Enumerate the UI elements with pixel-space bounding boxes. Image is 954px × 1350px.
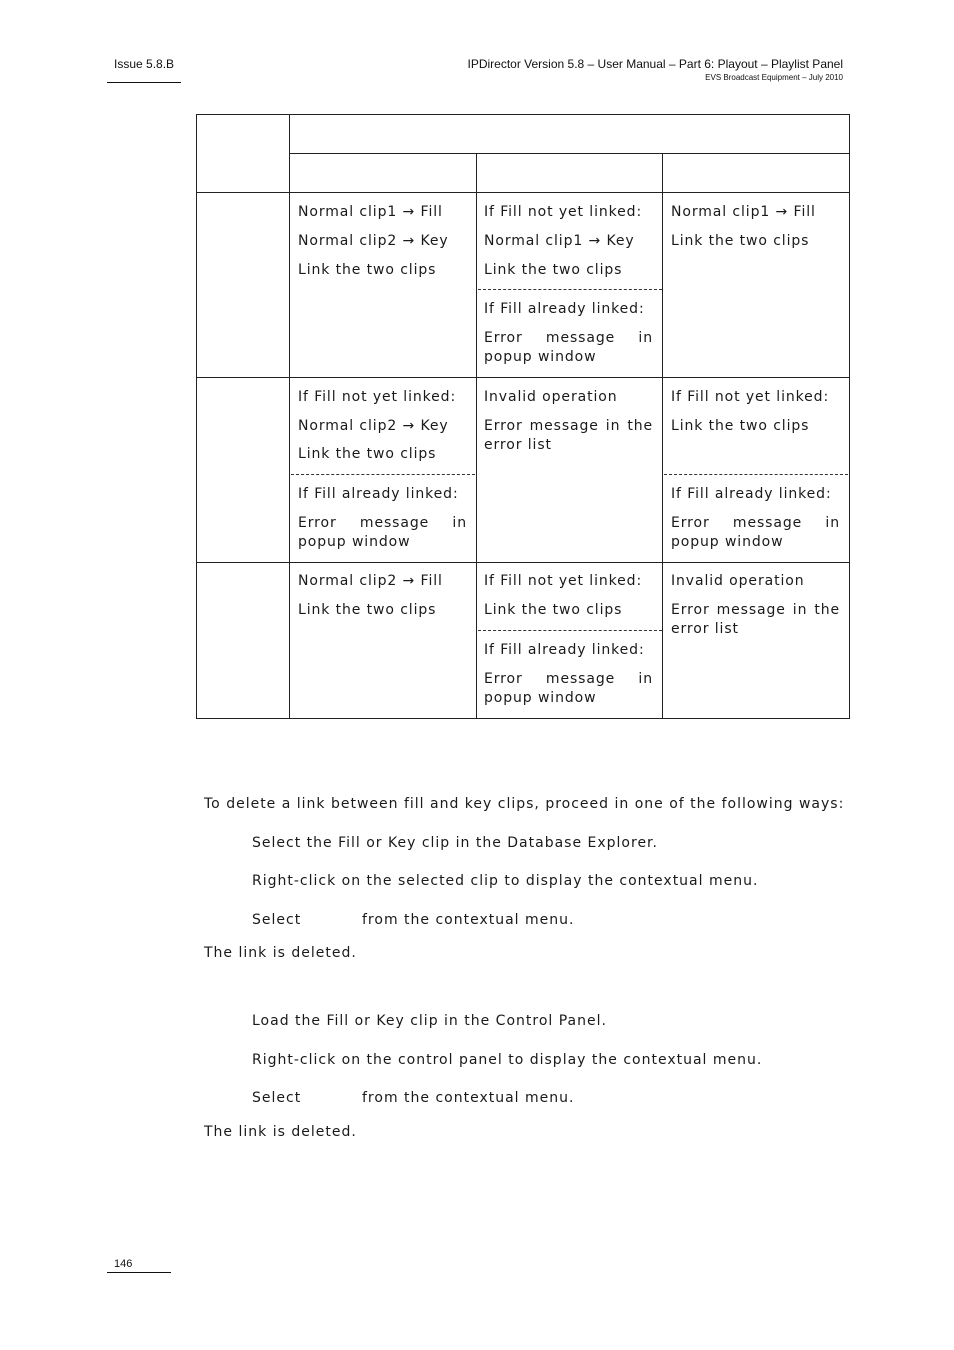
cell-dashed-separator xyxy=(291,474,475,475)
table-cell-text: Link the two clips xyxy=(298,446,437,462)
procedure-step: Load the Fill or Key clip in the Control Panel. xyxy=(252,1013,607,1029)
table-border-bottom xyxy=(196,718,850,719)
table-cell-text: Normal clip2 → Key xyxy=(298,418,449,434)
table-cell-heading: If Fill already linked: xyxy=(484,301,645,317)
table-col-divider xyxy=(289,114,290,719)
header-divider xyxy=(107,82,181,83)
table-cell-text: Error message in popup window xyxy=(298,515,467,550)
table-cell-text: If Fill not yet linked: xyxy=(484,204,643,220)
table-cell-heading: Invalid operation xyxy=(671,573,805,589)
table-cell-text: Normal clip2 → Key xyxy=(298,233,449,249)
table-border-left xyxy=(196,114,197,719)
procedure-step-from-menu: from the contextual menu. xyxy=(362,1090,575,1106)
table-cell-heading: If Fill not yet linked: xyxy=(484,573,643,589)
table-cell-text: Error message in popup window xyxy=(484,330,653,365)
table-cell-text: Error message in the error list xyxy=(484,418,653,453)
table-cell-text: Link the two clips xyxy=(484,262,623,278)
table-cell-text: Normal clip1 → Key xyxy=(484,233,635,249)
procedure-step: Right-click on the selected clip to display the contextual menu. xyxy=(252,873,759,889)
table-row-divider xyxy=(196,562,850,563)
table-cell-heading: If Fill already linked: xyxy=(484,642,645,658)
table-cell-text: Normal clip1 → Fill xyxy=(671,204,816,220)
procedure-step-from-menu: from the contextual menu. xyxy=(362,912,575,928)
table-border-top xyxy=(196,114,850,115)
table-col-divider xyxy=(476,153,477,719)
table-cell-heading: If Fill already linked: xyxy=(671,486,832,502)
table-row-divider xyxy=(196,192,850,193)
table-cell-text: Link the two clips xyxy=(671,418,810,434)
cell-dashed-separator xyxy=(478,630,662,631)
table-col-divider xyxy=(662,153,663,719)
result-text: The link is deleted. xyxy=(204,945,357,961)
result-text: The link is deleted. xyxy=(204,1124,357,1140)
procedure-step: Right-click on the control panel to display the contextual menu. xyxy=(252,1052,763,1068)
table-border-right xyxy=(849,114,850,719)
document-subtitle: EVS Broadcast Equipment – July 2010 xyxy=(705,73,843,82)
table-cell-text: Error message in the error list xyxy=(671,602,840,637)
table-cell-text: Error message in popup window xyxy=(671,515,840,550)
page-number: 146 xyxy=(114,1258,133,1270)
intro-paragraph: To delete a link between fill and key clips, proceed in one of the following ways: xyxy=(204,796,845,812)
cell-dashed-separator xyxy=(664,474,848,475)
table-header-divider xyxy=(289,153,850,154)
footer-divider xyxy=(107,1272,171,1273)
table-cell-text: Error message in popup window xyxy=(484,671,653,706)
procedure-step: Select the Fill or Key clip in the Database Explorer. xyxy=(252,835,658,851)
table-cell-text: Normal clip2 → Fill xyxy=(298,573,443,589)
table-cell-heading: If Fill not yet linked: xyxy=(671,389,830,405)
table-cell-text: Link the two clips xyxy=(298,262,437,278)
table-cell-text: Link the two clips xyxy=(484,602,623,618)
procedure-step-select: Select xyxy=(252,1090,302,1106)
issue-label: Issue 5.8.B xyxy=(114,57,175,71)
cell-dashed-separator xyxy=(478,289,662,290)
table-cell-heading: If Fill not yet linked: xyxy=(298,389,457,405)
table-cell-text: Normal clip1 → Fill xyxy=(298,204,443,220)
table-row-divider xyxy=(196,377,850,378)
procedure-step-select: Select xyxy=(252,912,302,928)
table-cell-text: Link the two clips xyxy=(671,233,810,249)
table-cell-heading: Invalid operation xyxy=(484,389,618,405)
table-cell-heading: If Fill already linked: xyxy=(298,486,459,502)
document-title: IPDirector Version 5.8 – User Manual – Part 6: Playout – Playlist Panel xyxy=(467,57,843,71)
table-cell-text: Link the two clips xyxy=(298,602,437,618)
